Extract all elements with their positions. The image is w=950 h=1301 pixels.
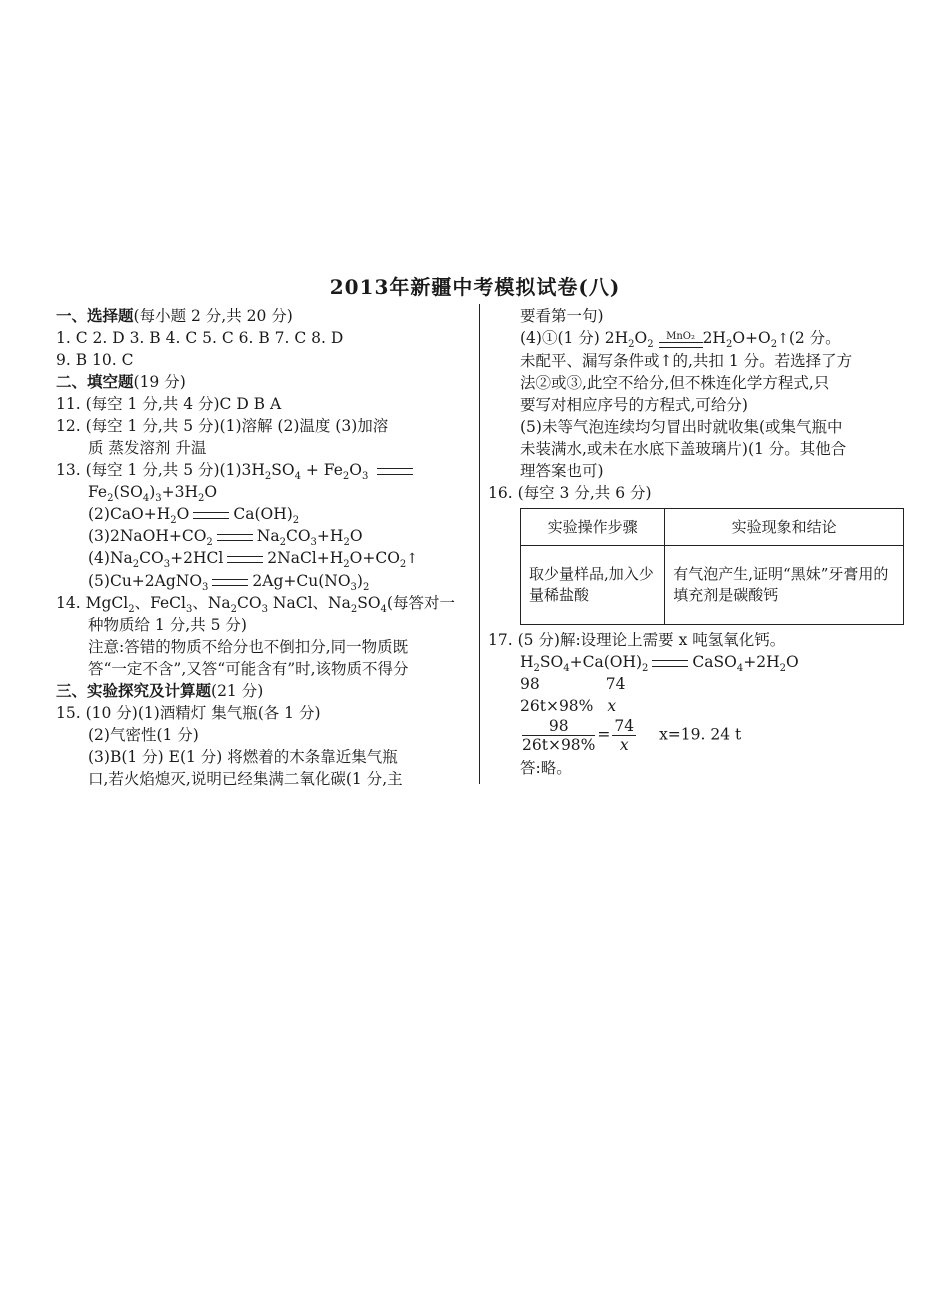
table-cell-result: 有气泡产生,证明“黑妹”牙膏用的填充剂是碳酸钙 — [665, 546, 904, 625]
gas-arrow-icon — [406, 549, 418, 567]
section-1-heading: 一、选择题(每小题 2 分,共 20 分) — [56, 306, 293, 325]
table-cell-step: 取少量样品,加入少量稀盐酸 — [521, 546, 665, 625]
q15-cont-6: (5)未等气泡连续均匀冒出时就收集(或集气瓶中 — [520, 418, 843, 436]
q15-cont-8: 理答案也可) — [520, 462, 604, 480]
q11: 11. (每空 1 分,共 4 分)C D B A — [56, 395, 282, 413]
q13-line3: $(2)CaO+H_2O$ $Ca(OH)_2$ — [88, 505, 300, 527]
q17-equation: $H_2SO_4+Ca(OH)_2$ $CaSO_4+2H_2O$ — [520, 653, 799, 675]
q13-line6: (5)Cu+2AgNO$_3$ $2Ag+Cu(NO_3)_2$ — [88, 572, 370, 594]
table-header-step: 实验操作步骤 — [521, 509, 665, 546]
answers-9-10: 9. B 10. C — [56, 351, 134, 369]
page-title: 2013年新疆中考模拟试卷(八) — [329, 275, 621, 299]
right-column — [488, 305, 908, 779]
table-header-result: 实验现象和结论 — [665, 509, 904, 546]
q15-line2: (2)气密性(1 分) — [88, 726, 199, 744]
column-divider — [479, 304, 480, 784]
q15-cont-5: 要写对相应序号的方程式,可给分) — [520, 396, 748, 414]
equals-sign — [373, 459, 417, 481]
q17-result: x=19. 24 t — [659, 725, 742, 744]
q15-cont-4: 法②或③,此空不给分,但不株连化学方程式,只 — [520, 374, 830, 392]
q15-line4: 口,若火焰熄灭,说明已经集满二氧化碳(1 分,主 — [88, 770, 403, 788]
fraction-left: $\frac{98}{26t\times 98\%}$ — [522, 717, 596, 754]
q16: 16. (每空 3 分,共 6 分) — [488, 484, 652, 502]
answers-1-8: 1. C 2. D 3. B 4. C 5. C 6. B 7. C 8. D — [56, 329, 344, 347]
left-column — [56, 305, 474, 790]
q15-cont-7: 未装满水,或未在水底下盖玻璃片)(1 分。其他合 — [520, 440, 847, 458]
q15-cont-1: 要看第一句) — [520, 307, 604, 325]
fraction-right: $\frac{74}{x}$ — [614, 717, 635, 754]
q17-proportion: $\frac{98}{26t\times 98\%}$ = $\frac{74}{x}$ x=19. 24 t — [522, 717, 742, 754]
q12-line1: 12. (每空 1 分,共 5 分)(1)溶解 (2)温度 (3)加溶 — [56, 417, 389, 435]
q17-molar-mass: 98 74 — [520, 675, 626, 693]
q17-mass: 26t×98% x — [520, 697, 617, 715]
q13-line2: $Fe_2(SO_4)_3+3H_2O$ — [88, 483, 218, 505]
q17-answer: 答:略。 — [520, 759, 572, 777]
q15-line3: (3)B(1 分) E(1 分) 将燃着的木条靠近集气瓶 — [88, 748, 398, 766]
q13-line1: 13. (每空 1 分,共 5 分)$(1)3H_2SO_4 + Fe_2O_3$ — [56, 459, 474, 481]
q15-line1: 15. (10 分)(1)酒精灯 集气瓶(各 1 分) — [56, 704, 321, 722]
section-2-heading: 二、填空题(19 分) — [56, 372, 186, 391]
q13-line4: $(3)2NaOH+CO_2$ $Na_2CO_3+H_2O$ — [88, 527, 363, 549]
q13-line5: $(4)Na_2CO_3+2HCl$ $2NaCl+H_2O+CO_2$ ↑ — [56, 547, 474, 570]
q14-line1: 14. MgCl$_2$、FeCl$_3$、$Na_2CO_3$ NaCl、$Na_2SO_4$(每答对一 — [56, 594, 455, 616]
experiment-table — [520, 508, 904, 625]
q12-line2: 质 蒸发溶剂 升温 — [88, 439, 207, 457]
q14-note1: 注意:答错的物质不给分也不倒扣分,同一物质既 — [88, 638, 409, 656]
q15-cont-2: (4)①(1 分) $2H_2O_2$ MnO₂ $2H_2O+O_2$ ↑ (2 分。 — [488, 327, 908, 350]
q15-cont-3: 未配平、漏写条件或↑的,共扣 1 分。若选择了方 — [520, 352, 853, 370]
reaction-condition: MnO₂ — [659, 331, 703, 348]
q14-line2: 种物质给 1 分,共 5 分) — [88, 616, 247, 634]
section-3-heading: 三、实验探究及计算题(21 分) — [56, 681, 264, 700]
q14-note2: 答“一定不含”,又答“可能含有”时,该物质不得分 — [88, 660, 409, 678]
q17: 17. (5 分)解:设理论上需要 x 吨氢氧化钙。 — [488, 631, 786, 649]
